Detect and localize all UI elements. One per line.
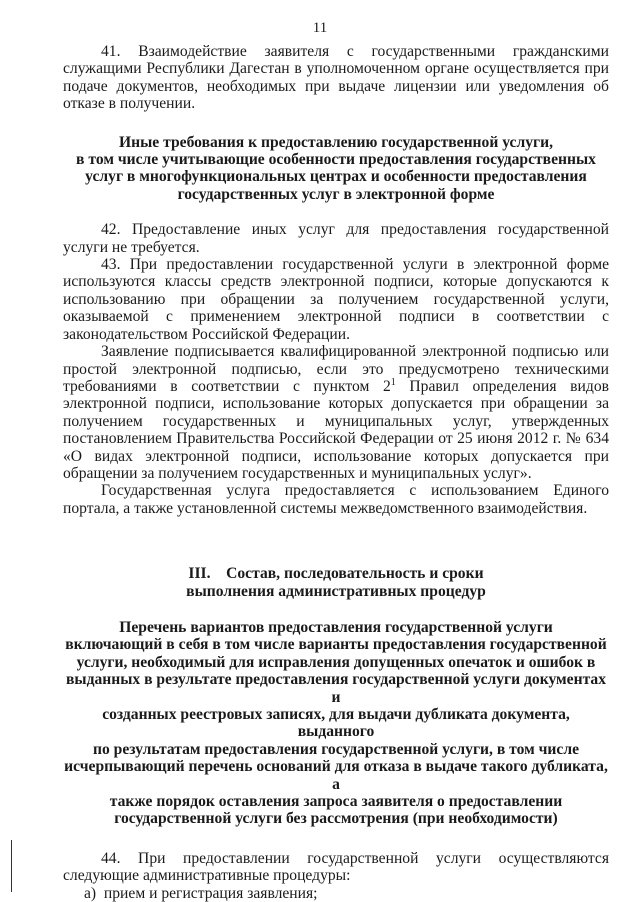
heading-line: созданных реестровых записях, для выдачи дубликата документа, выданного — [102, 706, 570, 741]
heading-line: III. Состав, последовательность и сроки — [188, 565, 484, 583]
heading-line: в том числе учитывающие особенности предоставления государственных — [76, 151, 596, 169]
heading-line: исчерпывающий перечень оснований для отказа в выдаче такого дубликата, а — [64, 758, 608, 793]
heading-line: Перечень вариантов предоставления государственной услуги — [119, 618, 553, 636]
scan-margin-line — [11, 840, 12, 892]
heading-line: включающий в себя в том числе варианты предоставления государственной — [65, 636, 607, 654]
section-3-heading — [63, 565, 609, 600]
heading-line: Иные требования к предоставлению государственной услуги, — [119, 133, 553, 151]
paragraph-43: 43. При предоставлении государственной услуги в электронной форме используются классы средств электронной подписи, которые допускаются к использованию при обращении за получением государственной услуги, оказываемой с применением электронной подписи в соответствии с законодательством Российской Федерации. — [63, 256, 609, 343]
paragraph-portal: Государственная услуга предоставляется с использованием Единого портала, а также установленной системы межведомственного взаимодействия. — [63, 482, 609, 517]
heading-line: также порядок оставления запроса заявителя о предоставлении — [109, 793, 563, 811]
heading-line: выполнения административных процедур — [186, 582, 486, 600]
superscript: 1 — [390, 376, 396, 388]
heading-line: услуги, необходимый для исправления допущенных опечаток и ошибок в — [76, 653, 596, 671]
heading-variants-list — [63, 619, 609, 828]
heading-line: по результатам предоставления государственной услуги, в том числе — [92, 740, 579, 758]
heading-line: государственной услуги без рассмотрения (при необходимости) — [114, 810, 558, 828]
paragraph-41: 41. Взаимодействие заявителя с государственными гражданскими служащими Республики Дагестан в уполномоченном органе осуществляется при подаче документов, необходимых при выдаче лицензии или уведомления об отказе в получении. — [63, 43, 609, 113]
paragraph-44: 44. При предоставлении государственной услуги осуществляются следующие административные процедуры: — [63, 849, 609, 885]
signature-text-before: Заявление подписывается квалифицированной электронной подписью или простой электронной подписью, если это предусмотрено техническими требованиями в соответствии с пунктом 2 — [63, 343, 609, 395]
signature-text-after: Правил определения видов электронной подписи, использование которых допускается при обращении за получением государственных и муниципальных услуг, утвержденных постановлением Правительства Российской Федерации от 25 июня 2012 г. № 634 «О видах электронной подписи, использование которых допускается при обращении за получением государственных и муниципальных услуг». — [63, 377, 609, 482]
heading-line: услуг в многофункциональных центрах и особенности предоставления — [85, 168, 587, 186]
list-item-44a: а) прием и регистрация заявления; — [84, 884, 318, 902]
heading-other-requirements — [63, 134, 609, 204]
document-body — [63, 43, 609, 902]
heading-line: государственных услуг в электронной форме — [177, 185, 495, 203]
heading-line: выданных в результате предоставления государственной услуги документах и — [65, 671, 607, 706]
paragraph-signature — [63, 343, 609, 482]
paragraph-42: 42. Предоставление иных услуг для предоставления государственной услуги не требуется. — [63, 221, 609, 256]
page-number: 11 — [312, 20, 328, 36]
